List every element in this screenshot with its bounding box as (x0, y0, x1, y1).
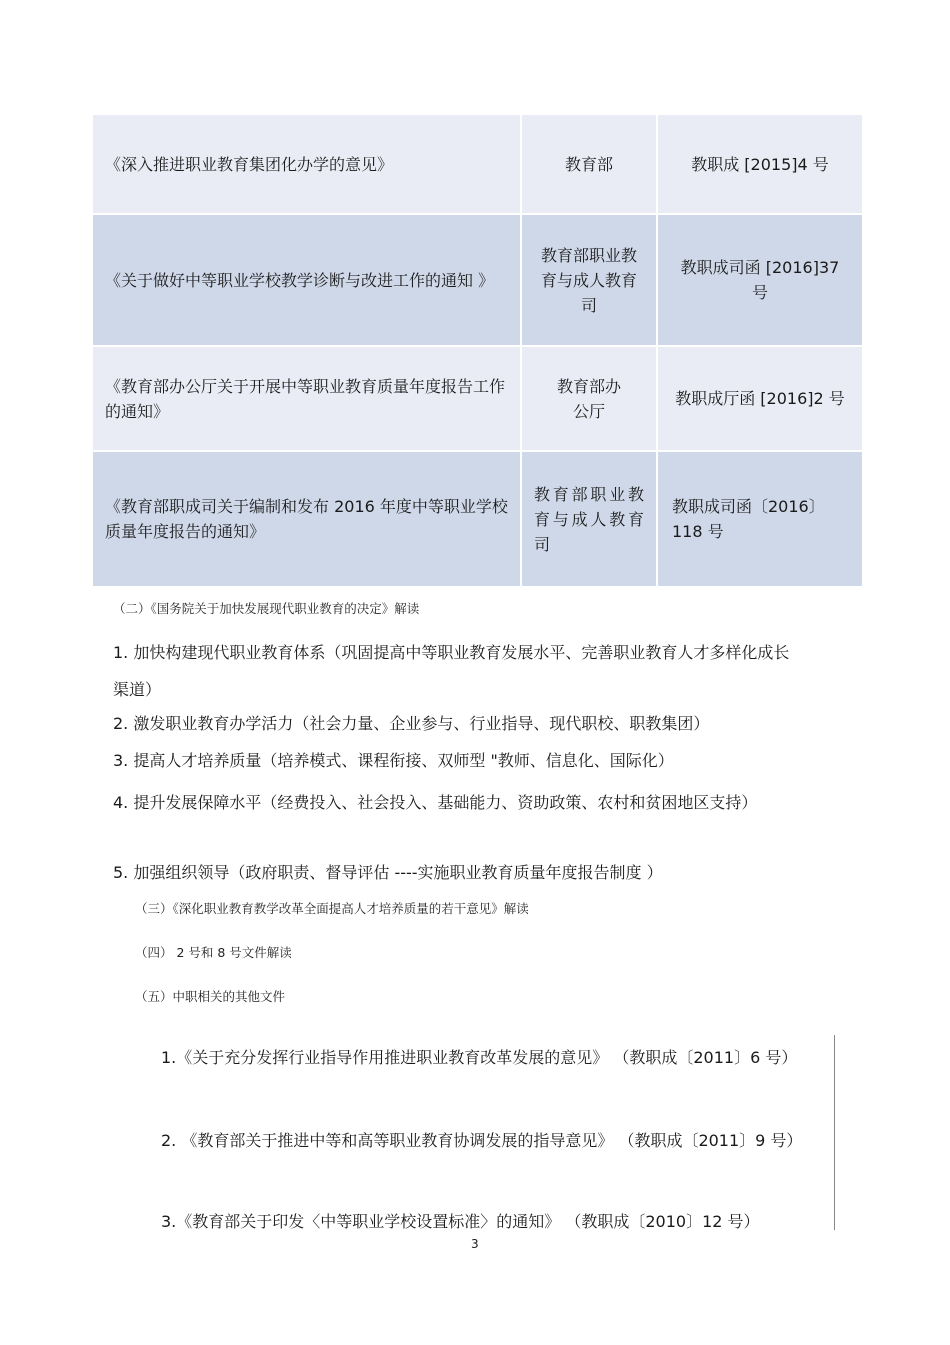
table-row (92, 346, 863, 451)
document-number-cell: 教职成 [2015]4 号 (657, 114, 863, 214)
list-item: 1.《关于充分发挥行业指导作用推进职业教育改革发展的意见》 （教职成〔2011〕6 号） (161, 1048, 798, 1067)
page-number: 3 (471, 1237, 479, 1251)
document-title-cell: 《教育部办公厅关于开展中等职业教育质量年度报告工作的通知》 (92, 346, 521, 451)
section-heading: （三）《深化职业教育教学改革全面提高人才培养质量的若干意见》解读 (135, 901, 529, 916)
table-row (92, 114, 863, 214)
document-number-cell: 教职成司函 [2016]37 号 (657, 214, 863, 346)
issuer-cell: 教育部职业教育与成人教育司 (521, 214, 657, 346)
section-heading: （五）中职相关的其他文件 (135, 989, 286, 1004)
document-table (91, 113, 864, 588)
issuer-cell: 教育部办公厅 (521, 346, 657, 451)
document-number-cell: 教职成厅函 [2016]2 号 (657, 346, 863, 451)
list-item: 1. 加快构建现代职业教育体系（巩固提高中等职业教育发展水平、完善职业教育人才多样化成长渠道） (113, 643, 790, 699)
list-item: 5. 加强组织领导（政府职责、督导评估 ----实施职业教育质量年度报告制度 ） (113, 863, 663, 882)
list-item: 4. 提升发展保障水平（经费投入、社会投入、基础能力、资助政策、农村和贫困地区支持） (113, 793, 758, 812)
document-title-cell: 《教育部职成司关于编制和发布 2016 年度中等职业学校质量年度报告的通知》 (92, 451, 521, 587)
document-title-cell: 《深入推进职业教育集团化办学的意见》 (92, 114, 521, 214)
table-row (92, 214, 863, 346)
list-item: 2. 《教育部关于推进中等和高等职业教育协调发展的指导意见》 （教职成〔2011〕9 号） (161, 1131, 803, 1150)
document-number-cell: 教职成司函〔2016〕118 号 (657, 451, 863, 587)
issuer-cell: 教育部 (521, 114, 657, 214)
issuer-cell: 教育部职业教育与成人教育司 (521, 451, 657, 587)
section-heading: （二）《国务院关于加快发展现代职业教育的决定》解读 (113, 601, 420, 616)
section-heading: （四） 2 号和 8 号文件解读 (135, 945, 292, 960)
document-title-cell: 《关于做好中等职业学校教学诊断与改进工作的通知 》 (92, 214, 521, 346)
list-item: 3.《教育部关于印发〈中等职业学校设置标准〉的通知》 （教职成〔2010〕12 号） (161, 1212, 760, 1231)
list-item: 3. 提高人才培养质量（培养模式、课程衔接、双师型 "教师、信息化、国际化） (113, 751, 674, 770)
table-row (92, 451, 863, 587)
list-item: 2. 激发职业教育办学活力（社会力量、企业参与、行业指导、现代职校、职教集团） (113, 714, 710, 733)
